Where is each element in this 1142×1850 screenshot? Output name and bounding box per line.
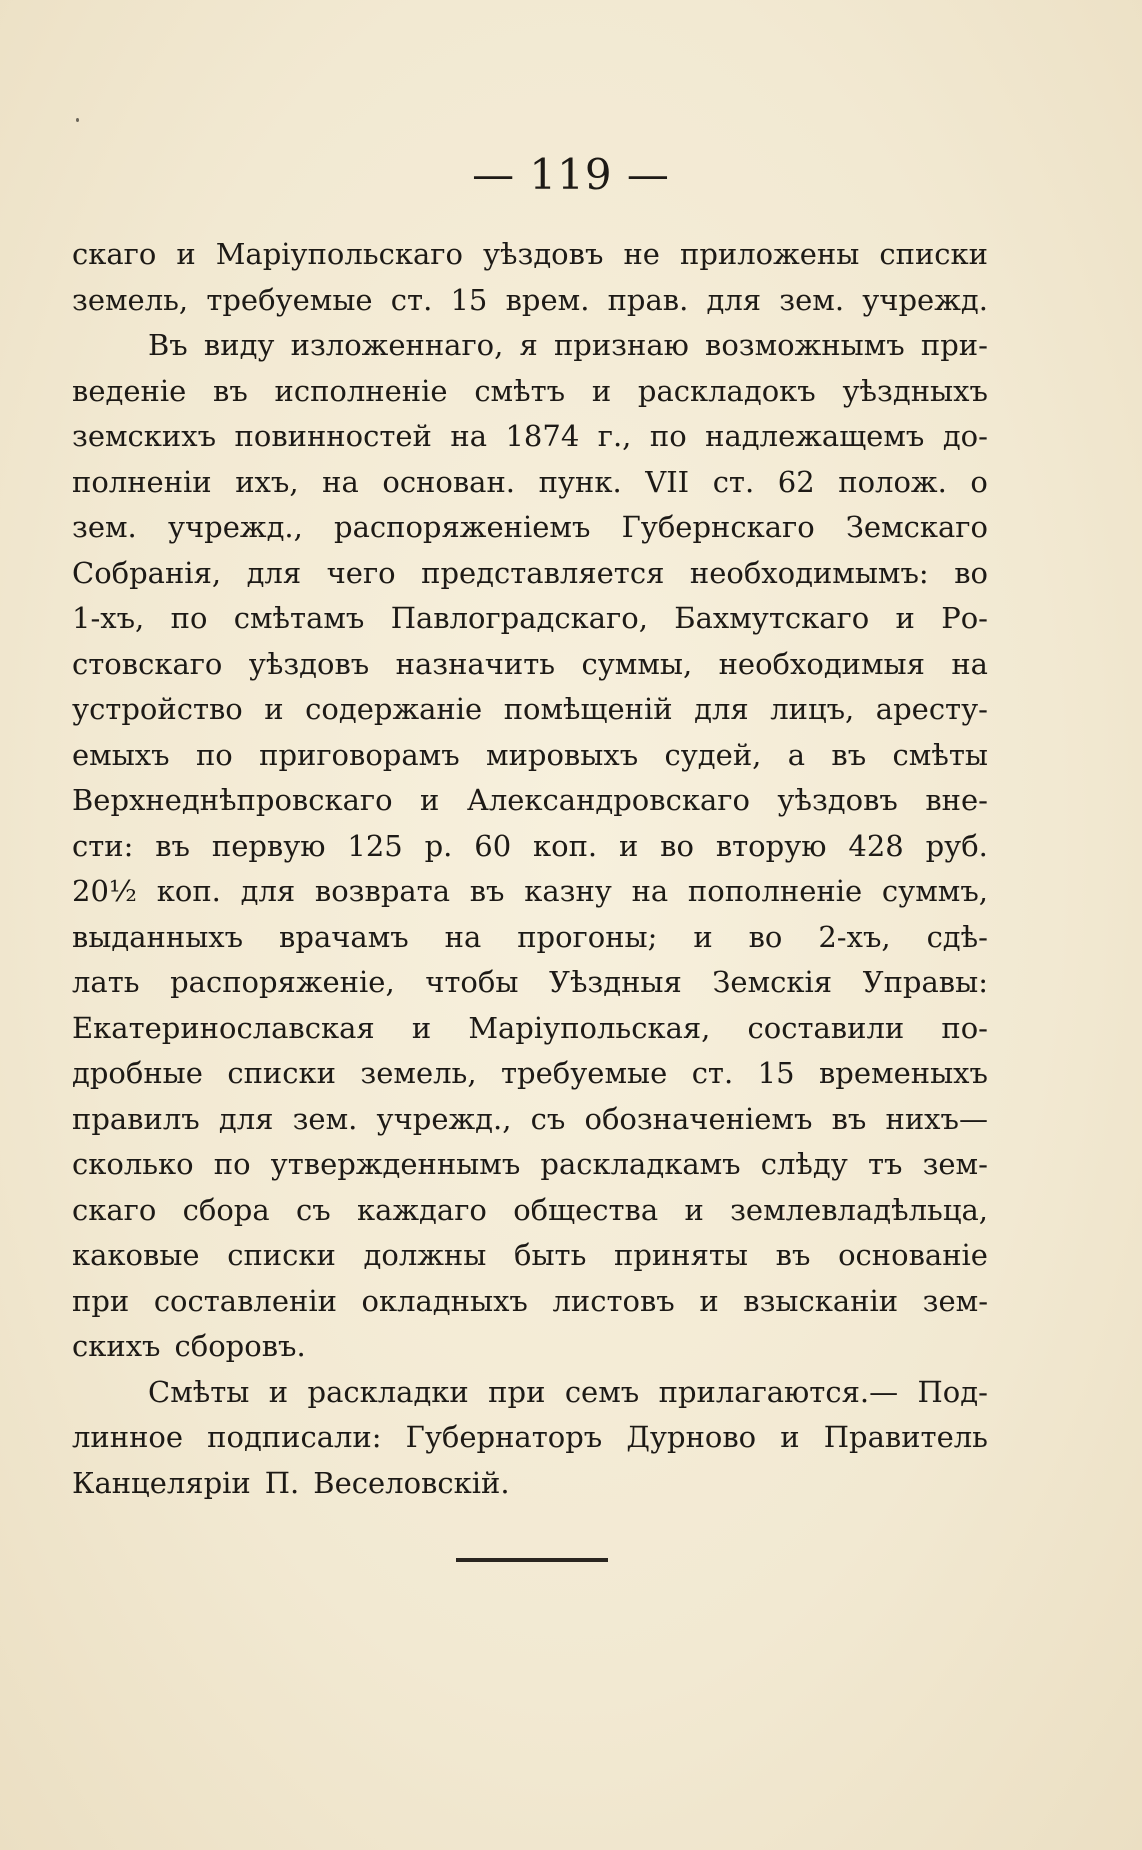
- word: и: [411, 1010, 432, 1045]
- word: пополненіе: [687, 874, 863, 908]
- word: назначить: [395, 646, 556, 681]
- word: мировыхъ: [486, 737, 639, 772]
- text-line: [72, 642, 988, 688]
- word: судей,: [664, 737, 762, 772]
- word: учрежд.,: [167, 510, 303, 544]
- word: учрежд.: [862, 282, 988, 317]
- word: 60: [474, 828, 512, 863]
- word: Уѣздныя: [548, 965, 682, 999]
- word: веденіе: [72, 373, 187, 408]
- word: вторую: [715, 828, 827, 863]
- word: 62: [777, 464, 815, 499]
- word: сколько: [72, 1147, 194, 1181]
- word: лицъ,: [770, 692, 855, 726]
- word: уѣздовъ: [777, 783, 898, 817]
- text-line: [72, 960, 988, 1006]
- word: Екатеринославская: [72, 1010, 375, 1045]
- word: и: [176, 237, 196, 271]
- word: возврата: [314, 874, 451, 908]
- word: по: [649, 419, 687, 453]
- word: и: [684, 1192, 704, 1227]
- word: для: [218, 1101, 274, 1136]
- word: 1-хъ,: [72, 601, 145, 635]
- word: ст.: [691, 1056, 734, 1090]
- word: казну: [524, 874, 612, 908]
- word: стовскаго: [72, 646, 223, 681]
- word: смѣтъ: [474, 373, 566, 408]
- word: врем.: [505, 282, 590, 317]
- word: VII: [645, 464, 690, 499]
- word: Под-: [917, 1374, 988, 1409]
- word: уѣздовъ: [248, 646, 370, 681]
- word: основан.: [382, 464, 516, 499]
- word: прав.: [607, 282, 689, 317]
- word: съ: [295, 1192, 331, 1227]
- word: зем.: [72, 510, 137, 544]
- word: до-: [942, 419, 988, 453]
- word: въ: [831, 1101, 867, 1136]
- word: Ро-: [941, 601, 988, 635]
- word: составили: [747, 1010, 905, 1045]
- word: каждаго: [356, 1192, 487, 1227]
- text-line: [72, 278, 988, 324]
- word: коп.: [533, 828, 598, 863]
- word: по: [213, 1147, 251, 1181]
- word: вне-: [925, 783, 988, 817]
- word: о: [970, 464, 988, 499]
- word: раскладокъ: [637, 373, 816, 408]
- word: ст.: [390, 282, 433, 317]
- word: 15: [757, 1056, 795, 1090]
- word: Маріупольскаго: [215, 237, 463, 271]
- word: чего: [326, 555, 396, 590]
- word: земель,: [360, 1056, 477, 1090]
- text-line: [72, 414, 988, 460]
- word: устройство: [72, 692, 243, 726]
- word: земскихъ: [72, 419, 217, 453]
- word: ихъ,: [235, 464, 299, 499]
- word: сбора: [182, 1192, 270, 1227]
- word: сти:: [72, 828, 134, 863]
- word: приняты: [614, 1238, 748, 1272]
- word: а: [787, 737, 806, 772]
- word: для: [694, 692, 749, 726]
- word: при-: [920, 328, 988, 362]
- word: первую: [211, 828, 326, 863]
- word: раскладкамъ: [540, 1147, 741, 1181]
- word: и: [699, 1283, 719, 1318]
- word: коп.: [156, 874, 221, 908]
- word: надлежащемъ: [705, 419, 925, 453]
- word: не: [623, 237, 660, 271]
- text-line: [72, 778, 988, 824]
- word: листовъ: [552, 1283, 675, 1318]
- word: учрежд.,: [376, 1101, 512, 1136]
- word: Маріупольская,: [468, 1010, 711, 1045]
- word: помѣщеній: [503, 692, 673, 726]
- word: Бахмутскаго: [674, 601, 870, 635]
- word: во: [660, 828, 694, 863]
- word: 1874: [505, 419, 580, 453]
- word: въ: [831, 737, 867, 772]
- word: чтобы: [425, 965, 519, 999]
- word: для: [240, 874, 296, 908]
- word: сборовъ.: [174, 1329, 306, 1363]
- word: исполненіе: [274, 373, 448, 408]
- word: во: [748, 919, 783, 954]
- word: суммъ,: [881, 874, 988, 908]
- text-line: [72, 505, 988, 551]
- word: должны: [363, 1238, 487, 1272]
- word: и: [780, 1420, 800, 1454]
- closing-rule: [456, 1558, 608, 1562]
- text-line: [72, 1051, 988, 1097]
- word: аресту-: [875, 692, 988, 726]
- word: правилъ: [72, 1101, 200, 1136]
- word: врачамъ: [279, 919, 409, 954]
- word: подписали:: [207, 1420, 382, 1454]
- word: сдѣ-: [926, 919, 988, 954]
- word: линное: [72, 1420, 184, 1454]
- word: утвержденнымъ: [270, 1147, 521, 1181]
- word: Въ: [148, 328, 188, 362]
- word: емыхъ: [72, 737, 170, 772]
- word: по: [170, 601, 208, 635]
- word: Губернскаго: [621, 510, 815, 544]
- text-line: [72, 733, 988, 779]
- word: для: [706, 282, 762, 317]
- word: Дурново: [626, 1420, 757, 1454]
- word: каковые: [72, 1238, 200, 1272]
- word: и: [264, 692, 284, 726]
- word: полож.: [838, 464, 947, 499]
- word: въ: [775, 1238, 811, 1272]
- word: 428: [848, 828, 904, 863]
- word: Смѣты: [148, 1374, 250, 1409]
- text-line: [72, 1324, 988, 1370]
- word: списки: [227, 1056, 336, 1090]
- ink-speck: [76, 118, 79, 122]
- word: слѣду: [760, 1147, 848, 1181]
- word: и: [591, 373, 612, 408]
- text-line: [72, 1233, 988, 1279]
- word: и: [895, 601, 915, 635]
- word: по-: [941, 1010, 988, 1045]
- word: временыхъ: [818, 1056, 988, 1090]
- word: полненіи: [72, 464, 212, 499]
- page-number: — 119 —: [472, 150, 670, 199]
- word: и: [618, 828, 639, 863]
- word: представляется: [421, 555, 665, 590]
- word: содержаніе: [305, 692, 483, 726]
- word: Губернаторъ: [405, 1420, 603, 1454]
- word: Управы:: [862, 965, 988, 999]
- word: Канцеляріи: [72, 1465, 251, 1500]
- word: въ: [469, 874, 505, 908]
- word: 20½: [72, 874, 138, 908]
- text-line: [72, 596, 988, 642]
- text-line: [72, 869, 988, 915]
- word: я: [519, 328, 538, 362]
- word: распоряженіе,: [170, 965, 395, 999]
- word: требуемые: [206, 282, 373, 317]
- word: по: [195, 737, 233, 772]
- text-line: [72, 1370, 988, 1416]
- word: ст.: [712, 464, 755, 499]
- word: въ: [213, 373, 248, 408]
- word: Павлоградскаго,: [390, 601, 648, 635]
- word: Александровскаго: [466, 783, 750, 817]
- word: виду: [203, 328, 275, 362]
- word: р.: [424, 828, 453, 863]
- word: основаніе: [838, 1238, 988, 1272]
- word: руб.: [925, 828, 988, 863]
- word: зем.: [779, 282, 845, 317]
- word: на: [444, 919, 482, 954]
- word: списки: [879, 237, 988, 271]
- text-line: [72, 232, 988, 278]
- word: тъ: [867, 1147, 903, 1181]
- word: Земскаго: [845, 510, 988, 544]
- word: при: [488, 1374, 546, 1409]
- word: взысканіи: [743, 1283, 899, 1318]
- word: приложены: [679, 237, 860, 271]
- word: повинностей: [234, 419, 432, 453]
- word: семъ: [564, 1374, 640, 1409]
- word: Правитель: [823, 1420, 988, 1454]
- word: окладныхъ: [361, 1283, 528, 1318]
- word: землевладѣльца,: [730, 1192, 988, 1227]
- word: прогоны;: [517, 919, 658, 954]
- word: на: [951, 646, 988, 681]
- word: и: [420, 783, 440, 817]
- word: скаго: [72, 237, 157, 271]
- text-line: [72, 1461, 988, 1507]
- word: Земскія: [712, 965, 833, 999]
- word: и: [268, 1374, 289, 1409]
- word: быть: [513, 1238, 587, 1272]
- word: 15: [450, 282, 488, 317]
- word: общества: [513, 1192, 659, 1227]
- word: лать: [72, 965, 140, 999]
- word: скихъ: [72, 1329, 161, 1363]
- word: смѣтамъ: [233, 601, 365, 635]
- word: Собранія,: [72, 555, 222, 590]
- word: суммы,: [581, 646, 693, 681]
- word: списки: [227, 1238, 336, 1272]
- word: съ: [530, 1101, 566, 1136]
- text-line: [72, 687, 988, 733]
- word: для: [246, 555, 302, 590]
- word: дробные: [72, 1056, 203, 1090]
- text-line: [72, 551, 988, 597]
- word: выданныхъ: [72, 919, 244, 954]
- word: во: [954, 555, 988, 590]
- word: нихъ—: [885, 1101, 988, 1136]
- body-text: [72, 232, 988, 1506]
- word: и: [693, 919, 713, 954]
- word: приговорамъ: [259, 737, 460, 772]
- word: прилагаются.—: [658, 1374, 899, 1409]
- word: пунк.: [538, 464, 622, 499]
- text-line: [72, 1006, 988, 1052]
- word: требуемые: [500, 1056, 668, 1090]
- text-line: [72, 824, 988, 870]
- word: необходимыя: [718, 646, 925, 681]
- word: Веселовскій.: [313, 1465, 510, 1500]
- text-line: [72, 1415, 988, 1461]
- word: необходимымъ:: [689, 555, 929, 590]
- word: смѣты: [892, 737, 988, 772]
- word: уѣздныхъ: [842, 373, 988, 408]
- word: составленіи: [153, 1283, 337, 1318]
- text-line: [72, 369, 988, 415]
- text-line: [72, 1142, 988, 1188]
- text-line: [72, 915, 988, 961]
- word: на: [322, 464, 359, 499]
- word: зем-: [922, 1147, 988, 1181]
- word: при: [72, 1283, 130, 1318]
- word: на: [631, 874, 669, 908]
- word: скаго: [72, 1192, 157, 1227]
- word: распоряженіемъ: [334, 510, 591, 544]
- word: 2-хъ,: [818, 919, 891, 954]
- word: зем-: [922, 1283, 988, 1318]
- text-line: [72, 1279, 988, 1325]
- word: уѣздовъ: [482, 237, 604, 271]
- word: П.: [264, 1465, 300, 1500]
- word: признаю: [553, 328, 689, 362]
- word: земель,: [72, 282, 189, 317]
- word: на: [450, 419, 487, 453]
- word: раскладки: [307, 1374, 469, 1409]
- word: зем.: [292, 1101, 358, 1136]
- word: Верхнеднѣпровскаго: [72, 783, 393, 817]
- text-line: [72, 1097, 988, 1143]
- word: изложеннаго,: [290, 328, 504, 362]
- text-line: [72, 1188, 988, 1234]
- text-line: [72, 460, 988, 506]
- word: 125: [347, 828, 403, 863]
- word: въ: [155, 828, 191, 863]
- word: обозначеніемъ: [584, 1101, 813, 1136]
- word: г.,: [597, 419, 632, 453]
- word: возможнымъ: [705, 328, 905, 362]
- text-line: [72, 323, 988, 369]
